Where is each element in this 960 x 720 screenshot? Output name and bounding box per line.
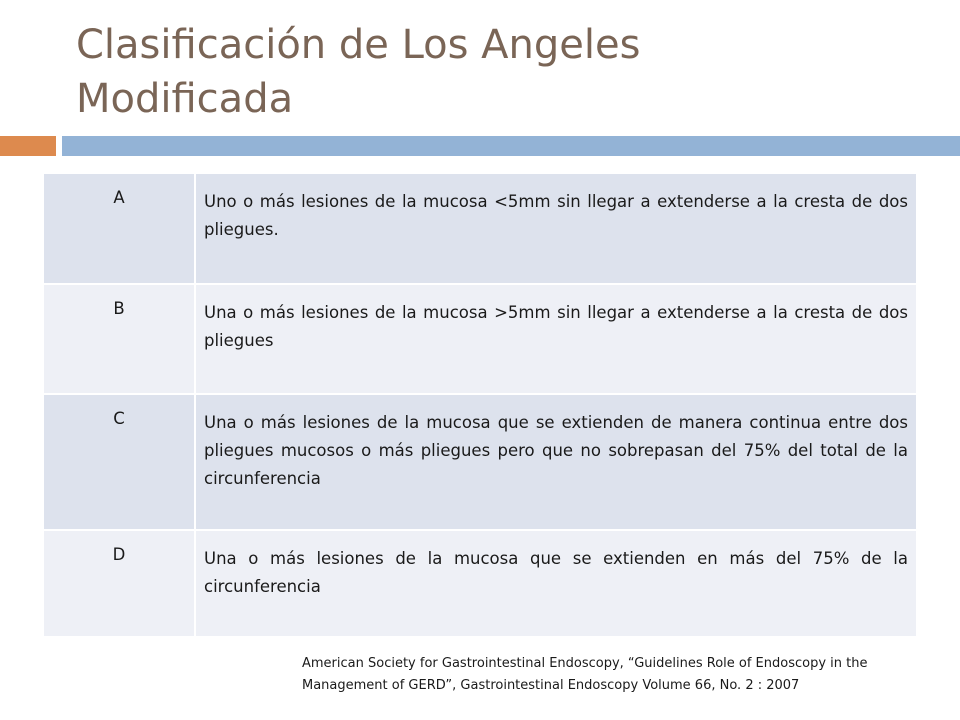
description-cell: Una o más lesiones de la mucosa que se extienden en más del 75% de la circunferencia	[195, 530, 916, 636]
description-cell: Una o más lesiones de la mucosa que se extienden de manera continua entre dos pliegues mucosos o más pliegues pero que no sobrepasan del 75% del total de la circunferencia	[195, 394, 916, 530]
citation-line-2: Management of GERD”, Gastrointestinal Endoscopy Volume 66, No. 2 : 2007	[302, 678, 800, 693]
table-row-c	[44, 394, 916, 530]
table-row-d	[44, 530, 916, 636]
slide-title-line-1: Clasificación de Los Angeles	[76, 22, 641, 68]
grade-cell: A	[44, 174, 195, 284]
slide-title	[76, 18, 936, 126]
classification-table	[44, 174, 916, 636]
table-row-a	[44, 174, 916, 284]
description-cell: Una o más lesiones de la mucosa >5mm sin llegar a extenderse a la cresta de dos pliegues	[195, 284, 916, 394]
title-accent-bar-orange	[0, 136, 56, 156]
description-cell: Uno o más lesiones de la mucosa <5mm sin llegar a extenderse a la cresta de dos pliegues.	[195, 174, 916, 284]
citation	[302, 653, 952, 697]
citation-line-1: American Society for Gastrointestinal Endoscopy, “Guidelines Role of Endoscopy in the	[302, 656, 868, 671]
grade-cell: B	[44, 284, 195, 394]
grade-cell: D	[44, 530, 195, 636]
slide-title-line-2: Modificada	[76, 76, 294, 122]
grade-cell: C	[44, 394, 195, 530]
title-accent-bar-blue	[62, 136, 960, 156]
table-row-b	[44, 284, 916, 394]
